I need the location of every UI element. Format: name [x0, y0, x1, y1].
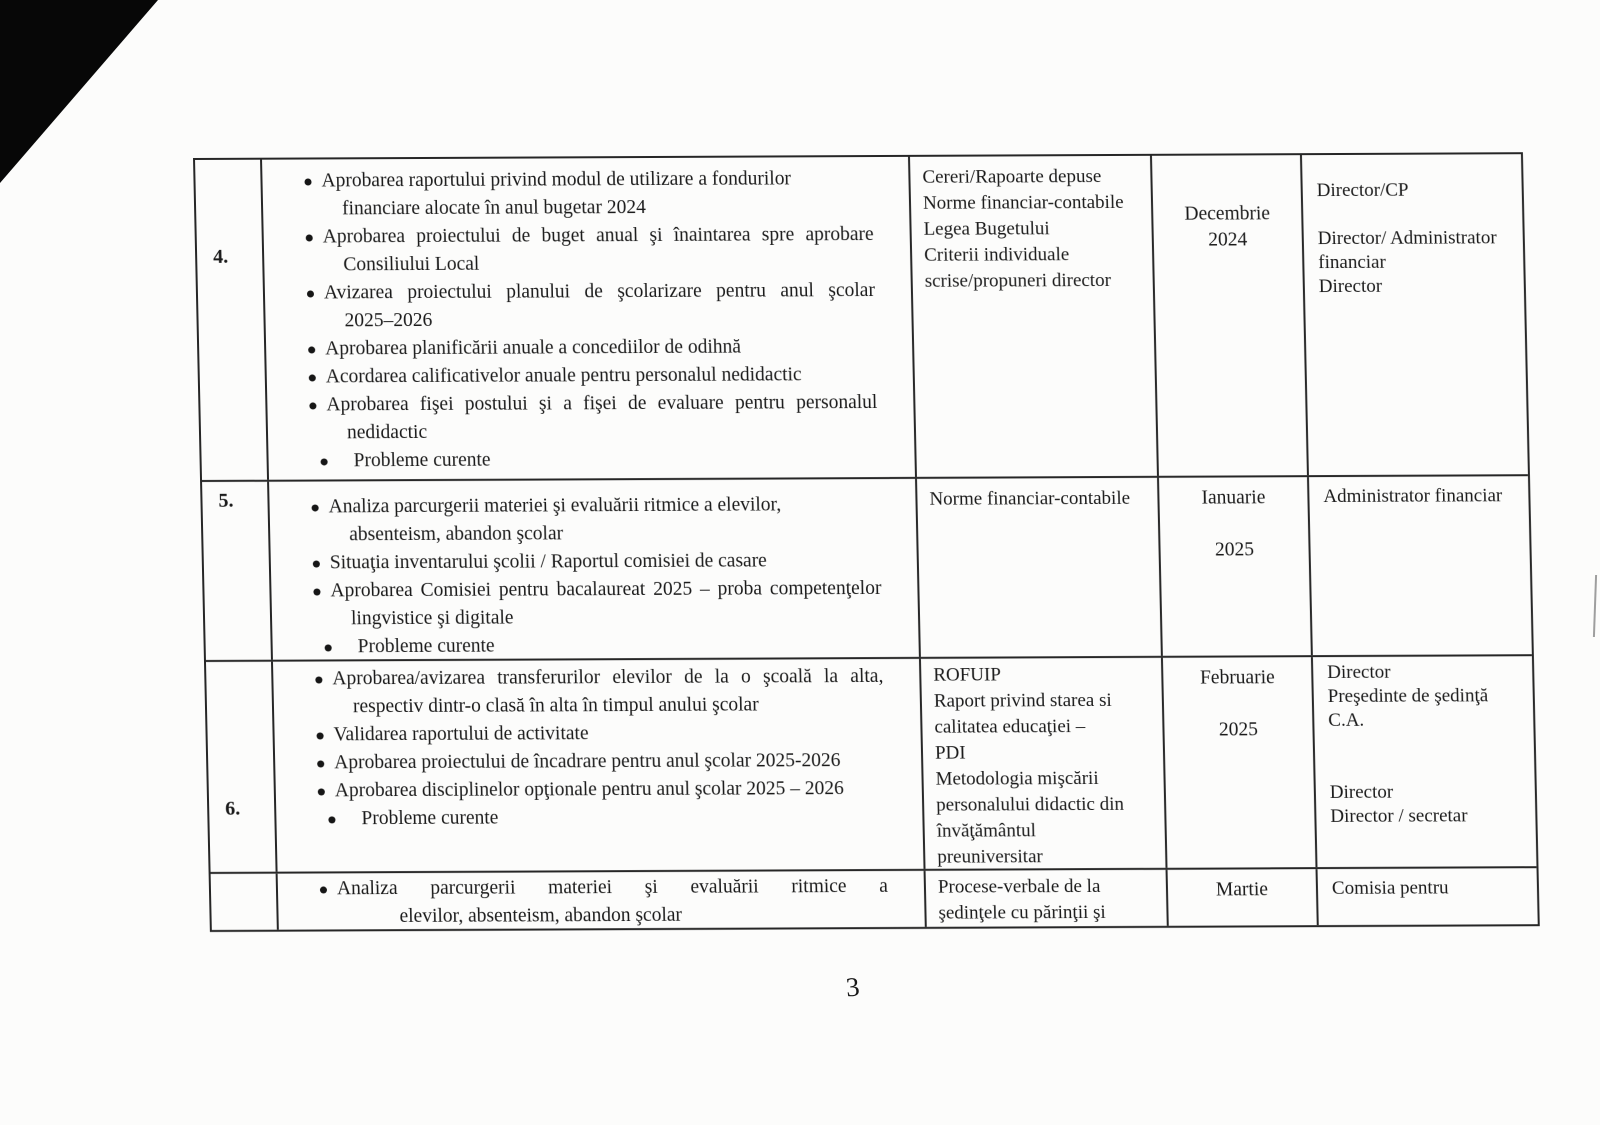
table-row	[202, 474, 1532, 660]
activity-text	[361, 803, 887, 833]
activity-line: Aprobarea proiectului de încadrare pentru anul şcolar 2025-2026	[333, 750, 841, 774]
activity-text	[332, 663, 884, 721]
activity-bullet	[309, 491, 880, 549]
bullet-icon	[307, 290, 314, 297]
bullet-icon	[309, 402, 316, 409]
activity-line: Probleme curente	[357, 635, 495, 658]
document-line: scrise/propuneri director	[924, 270, 1112, 292]
document-line: şedinţele cu părinţii şi	[938, 902, 1106, 924]
cell-date	[1152, 155, 1309, 476]
activity-text	[321, 165, 873, 223]
activity-bullet	[316, 803, 887, 833]
cell-documents	[910, 156, 1159, 477]
activity-line: Aprobarea disciplinelor opţionale pentru anul şcolar 2025 – 2026	[334, 778, 845, 802]
activity-bullet	[316, 775, 887, 805]
date-line: Februarie	[1199, 667, 1275, 689]
activity-line: Probleme curente	[353, 449, 491, 472]
table-row	[195, 154, 1528, 480]
activity-text	[325, 333, 877, 363]
activity-line: Validarea raportului de activitate	[333, 723, 589, 746]
activity-line: 2025–2026	[344, 309, 433, 332]
scan-edge-artifact	[1593, 575, 1597, 637]
bullet-icon	[317, 732, 324, 739]
cell-documents	[926, 870, 1169, 927]
date-line: 2024	[1208, 229, 1248, 251]
cell-number	[211, 874, 279, 930]
responsible-line	[1317, 202, 1519, 227]
activity-text	[333, 719, 885, 749]
activity-bullet	[314, 719, 885, 749]
activity-bullet	[311, 575, 882, 633]
cell-activities	[278, 871, 927, 930]
bullet-icon	[318, 788, 325, 795]
activity-bullet	[313, 663, 884, 721]
responsible-line: Director / secretar	[1330, 805, 1468, 828]
document-line: calitatea educaţiei –	[934, 716, 1086, 738]
bullet-icon	[315, 676, 322, 683]
activity-line: Analiza parcurgerii materiei şi evaluării ritmice a elevilor,	[328, 494, 782, 518]
activity-line: Aprobarea planificării anuale a concediilor de odihnă	[324, 336, 742, 360]
activity-text	[334, 747, 886, 777]
activity-text	[326, 389, 878, 447]
bullet-icon	[313, 588, 320, 595]
row-number: 5.	[218, 489, 234, 512]
responsible-line: Comisia pentru	[1331, 877, 1449, 900]
responsible-line: Director	[1327, 661, 1391, 684]
bullet-icon	[325, 644, 332, 651]
cell-documents	[921, 658, 1168, 869]
row-number: 6.	[224, 797, 241, 820]
responsible-line: Director	[1318, 275, 1383, 298]
bullet-icon	[306, 234, 313, 241]
activity-text	[328, 491, 880, 549]
schedule-table	[193, 152, 1540, 932]
bullet-icon	[312, 504, 319, 511]
document-line: ROFUIP	[933, 664, 1002, 686]
table-row	[206, 654, 1537, 872]
activity-line: absenteism, abandon şcolar	[348, 523, 564, 546]
activity-line: Situaţia inventarului şcolii / Raportul comisiei de casare	[329, 550, 768, 574]
activity-line: Probleme curente	[361, 807, 499, 830]
activity-line: financiare alocate în anul bugetar 2024	[341, 197, 647, 220]
activity-line: Aprobarea/avizarea transferurilor elevilor de la o şcoală la alta,	[332, 666, 884, 690]
activity-bullet	[318, 873, 889, 930]
cell-number	[195, 160, 269, 480]
activity-line: Avizarea proiectului planului de şcolarizare pentru anul şcolar	[323, 280, 876, 304]
bullet-icon	[308, 346, 315, 353]
bullet-icon	[304, 178, 311, 185]
activity-line: Aprobarea raportului privind modul de utilizare a fondurilor	[321, 168, 792, 192]
cell-number	[206, 662, 278, 872]
cell-responsible	[1309, 476, 1532, 655]
document-line: Raport privind starea si	[933, 690, 1112, 712]
activity-text	[337, 873, 889, 930]
activity-bullet	[303, 221, 874, 279]
scan-corner-artifact	[0, 0, 158, 183]
document-line: Norme financiar-contabile	[929, 487, 1131, 510]
date-line	[1164, 511, 1305, 538]
bullet-icon	[328, 816, 335, 823]
activity-line: Analiza parcurgerii materiei şi evaluării ritmice a	[336, 876, 889, 900]
document-line: Cereri/Rapoarte depuse	[922, 166, 1102, 188]
activity-text	[330, 547, 882, 577]
page-number: 3	[844, 971, 860, 1003]
cell-responsible	[1313, 656, 1537, 867]
activity-text	[330, 575, 882, 633]
cell-activities	[262, 157, 917, 480]
responsible-line	[1329, 756, 1531, 781]
row-number: 4.	[212, 245, 229, 268]
activity-text	[322, 221, 874, 279]
responsible-line: Director	[1329, 781, 1394, 804]
activity-text	[324, 277, 876, 335]
responsible-line: Preşedinte de şedinţă	[1327, 685, 1489, 708]
document-line: preuniversitar	[937, 846, 1044, 868]
document-line: personalului didactic din	[935, 793, 1125, 816]
date-line: Decembrie	[1184, 203, 1271, 225]
activity-line: elevilor, absenteism, abandon şcolar	[399, 904, 683, 928]
activity-bullet	[311, 547, 882, 577]
date-line: Martie	[1215, 879, 1269, 901]
activity-bullet	[302, 165, 873, 223]
activity-text	[353, 445, 879, 475]
responsible-line: Administrator financiar	[1323, 485, 1503, 508]
activity-bullet	[312, 631, 883, 660]
activity-bullet	[306, 361, 877, 391]
bullet-icon	[309, 374, 316, 381]
activity-bullet	[305, 277, 876, 335]
responsible-line: C.A.	[1328, 709, 1365, 732]
activity-text	[335, 775, 887, 805]
responsible-line	[1329, 732, 1531, 757]
bullet-icon	[321, 458, 328, 465]
activity-bullet	[306, 333, 877, 363]
document-line: Metodologia mişcării	[935, 768, 1099, 790]
bullet-icon	[317, 760, 324, 767]
date-line: 2025	[1214, 539, 1255, 561]
activity-line: nedidactic	[346, 422, 428, 444]
activity-bullet	[315, 747, 886, 777]
document-line: Criterii individuale	[923, 244, 1070, 266]
activity-text	[325, 361, 877, 391]
cell-documents	[917, 478, 1163, 657]
bullet-icon	[313, 560, 320, 567]
activity-line: lingvistice şi digitale	[350, 607, 514, 630]
cell-date	[1168, 869, 1319, 926]
activity-bullet	[307, 389, 878, 447]
document-line: învăţământul	[936, 820, 1037, 842]
activity-text	[357, 631, 883, 660]
responsible-line: Director/ Administrator	[1317, 227, 1497, 250]
cell-activities	[269, 479, 921, 660]
responsible-line: Director/CP	[1316, 179, 1409, 202]
document-line: Norme financiar-contabile	[922, 191, 1124, 214]
activity-line: Aprobarea proiectului de buget anual şi înaintarea spre aprobare	[322, 224, 874, 248]
activity-line: Aprobarea Comisiei pentru bacalaureat 2025 – proba competenţelor	[330, 578, 882, 602]
cell-responsible	[1318, 868, 1538, 925]
cell-date	[1159, 477, 1313, 656]
activity-line: Consiliului Local	[343, 253, 480, 276]
document-line: Legea Bugetului	[923, 218, 1050, 240]
document-line: Procese-verbale de la	[937, 876, 1101, 898]
document-sheet	[193, 152, 1540, 932]
responsible-line: financiar	[1318, 251, 1387, 274]
activity-bullet	[308, 445, 879, 475]
date-line: 2025	[1218, 719, 1259, 741]
document-line: PDI	[934, 742, 966, 764]
activity-line: respectiv dintr-o clasă în alta în timpul anului şcolar	[352, 694, 759, 718]
activity-line: Acordarea calificativelor anuale pentru personalul nedidactic	[325, 364, 802, 388]
bullet-icon	[320, 886, 327, 893]
cell-activities	[273, 659, 926, 872]
table-row	[211, 866, 1538, 930]
activity-line: Aprobarea fişei postului şi a fişei de evaluare pentru personalul	[326, 392, 878, 416]
cell-responsible	[1302, 154, 1528, 475]
date-line: Ianuarie	[1201, 487, 1266, 509]
date-line	[1168, 691, 1309, 718]
cell-date	[1163, 657, 1318, 868]
cell-number	[202, 482, 273, 660]
